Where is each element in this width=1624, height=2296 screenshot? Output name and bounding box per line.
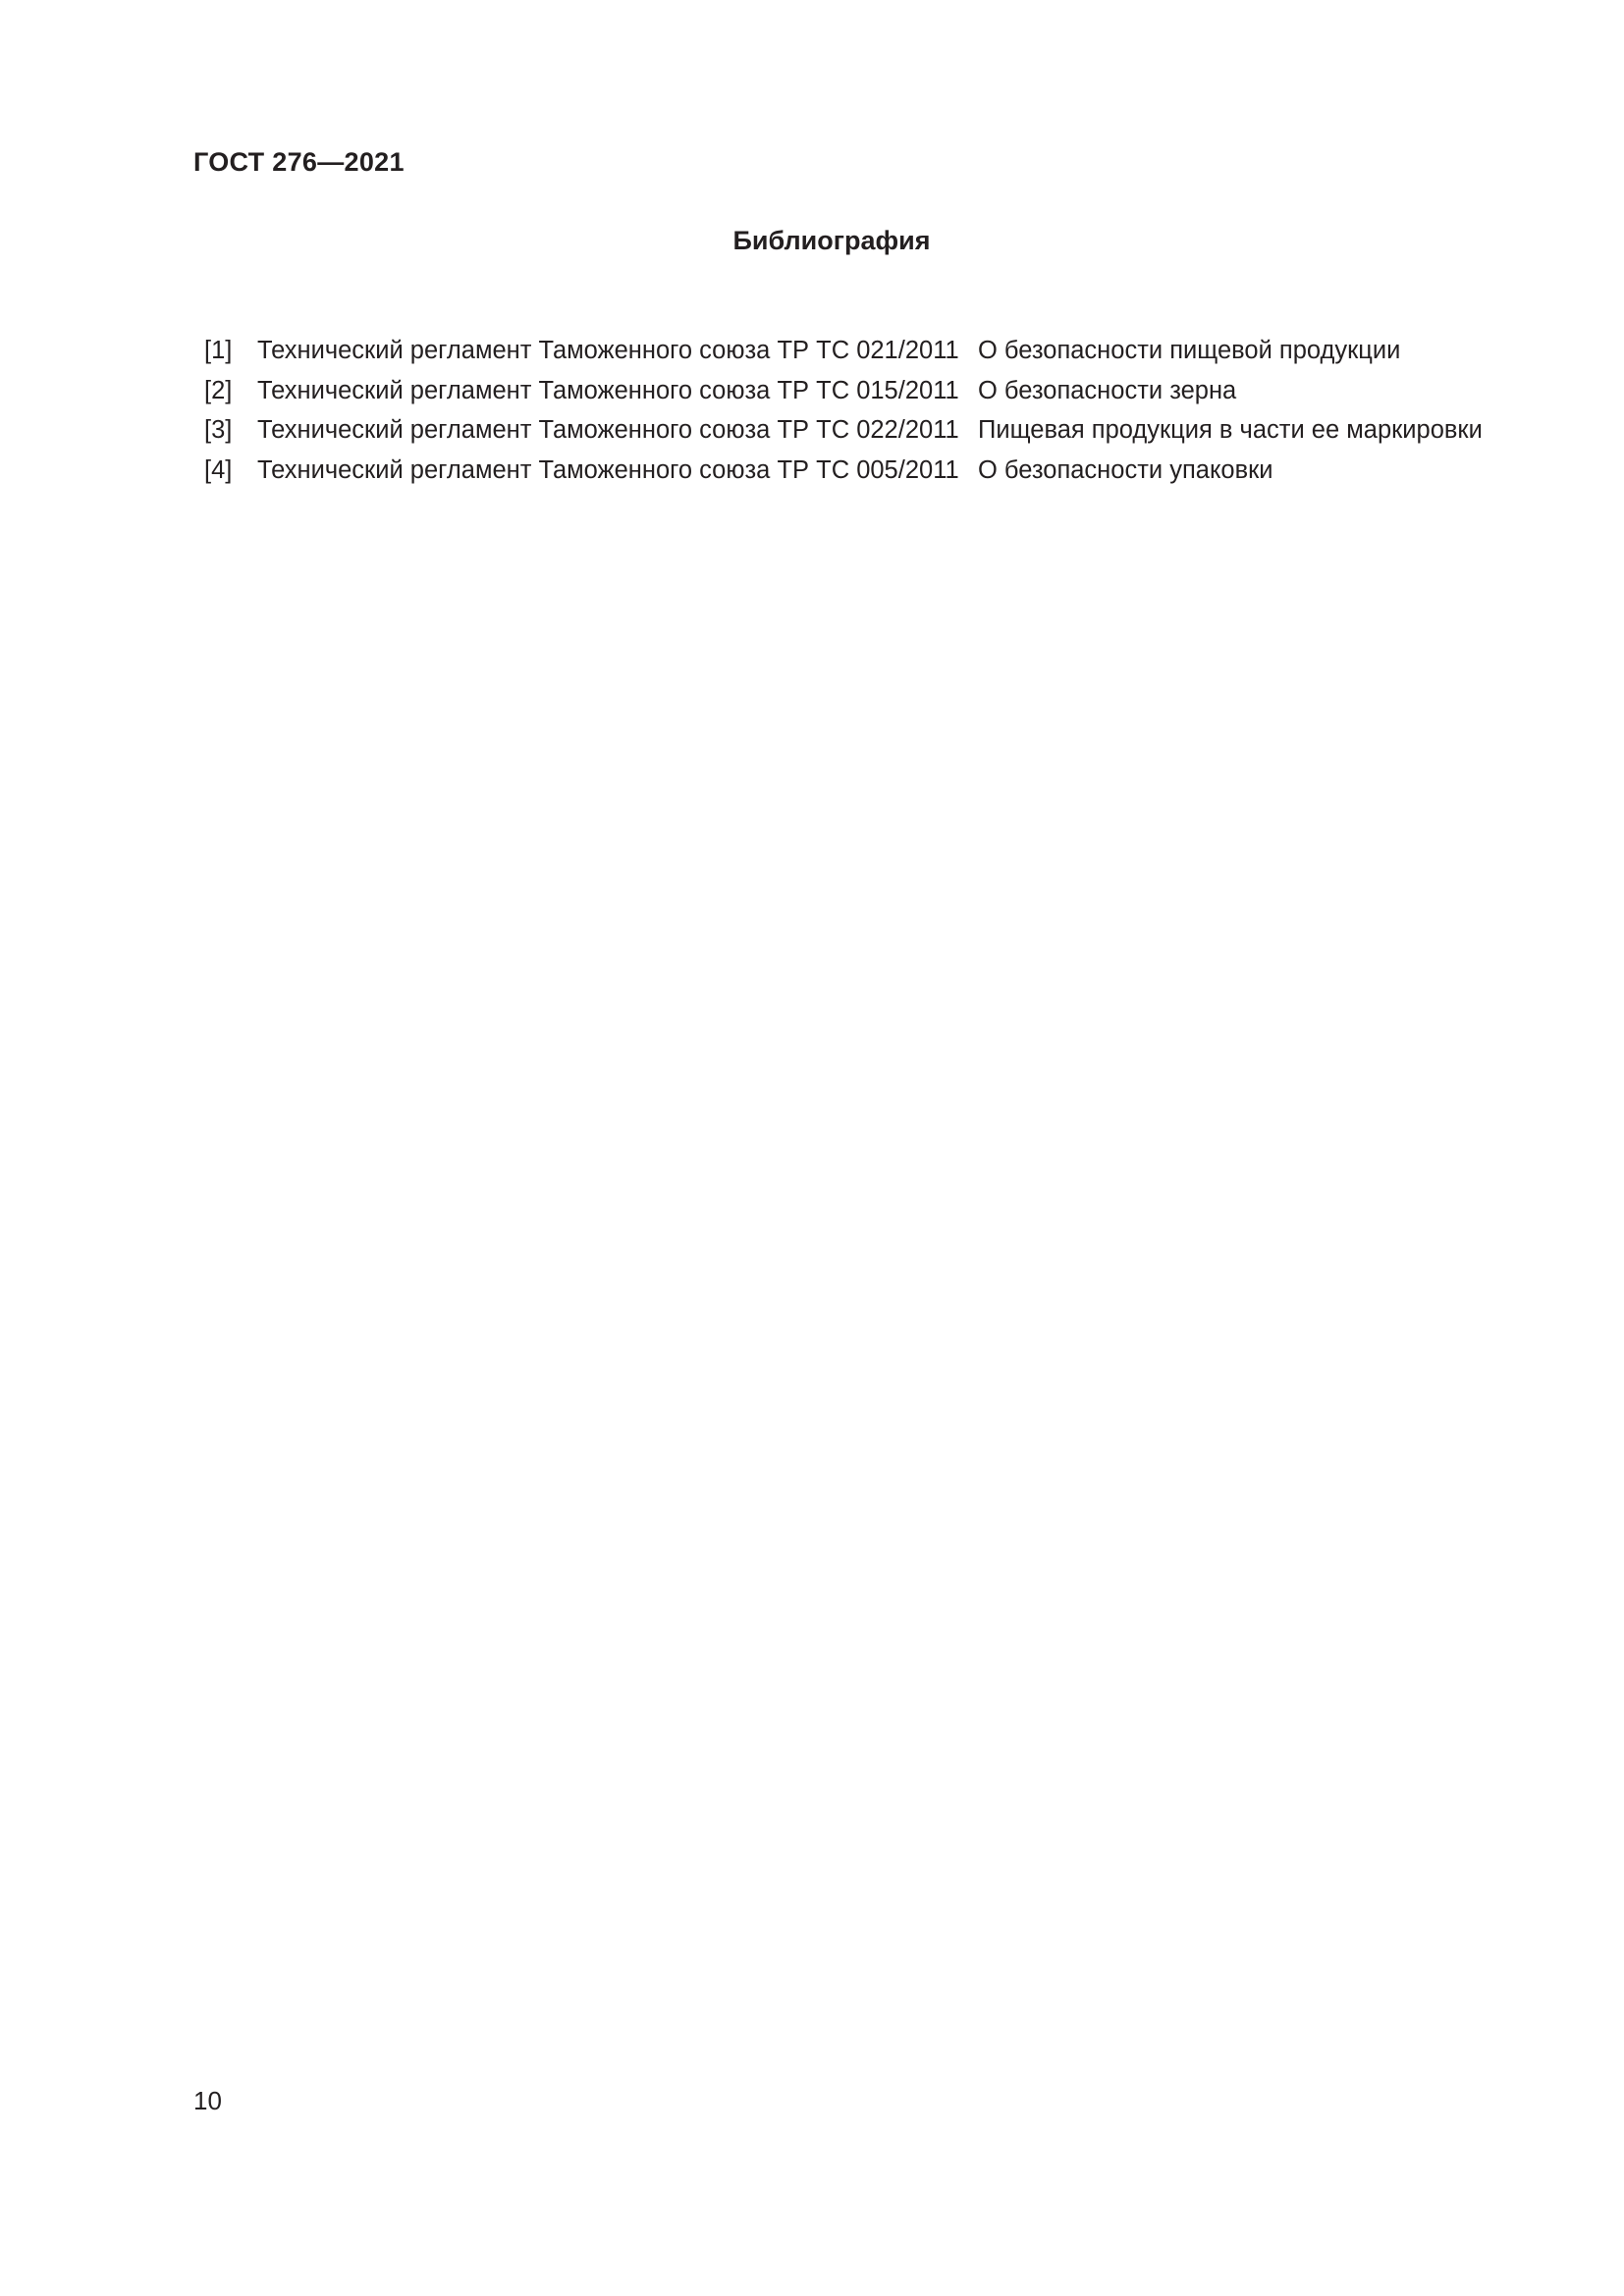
entry-document: Технический регламент Таможенного союза ТР ТС 015/2011 — [257, 376, 959, 404]
entry-number: [2] — [204, 376, 233, 404]
bibliography-entry — [204, 331, 1483, 371]
entry-number: [1] — [204, 337, 233, 364]
entry-title: О безопасности упаковки — [978, 455, 1273, 484]
entry-document: Технический регламент Таможенного союза ТР ТС 005/2011 — [257, 455, 959, 484]
document-code-header: ГОСТ 276—2021 — [193, 147, 405, 177]
entry-document: Технический регламент Таможенного союза ТР ТС 022/2011 — [257, 416, 959, 444]
entry-title: О безопасности пищевой продукции — [978, 337, 1401, 364]
bibliography-entry — [204, 410, 1483, 451]
entry-title: Пищевая продукция в части ее маркировки — [978, 416, 1483, 444]
bibliography-list — [204, 331, 1483, 490]
entry-title: О безопасности зерна — [978, 376, 1237, 404]
bibliography-entry — [204, 371, 1483, 411]
page-number: 10 — [193, 2086, 222, 2115]
entry-document: Технический регламент Таможенного союза ТР ТС 021/2011 — [257, 337, 959, 364]
bibliography-entry — [204, 451, 1483, 491]
entry-number: [3] — [204, 416, 233, 444]
bibliography-heading: Библиография — [732, 226, 931, 255]
entry-number: [4] — [204, 455, 233, 484]
